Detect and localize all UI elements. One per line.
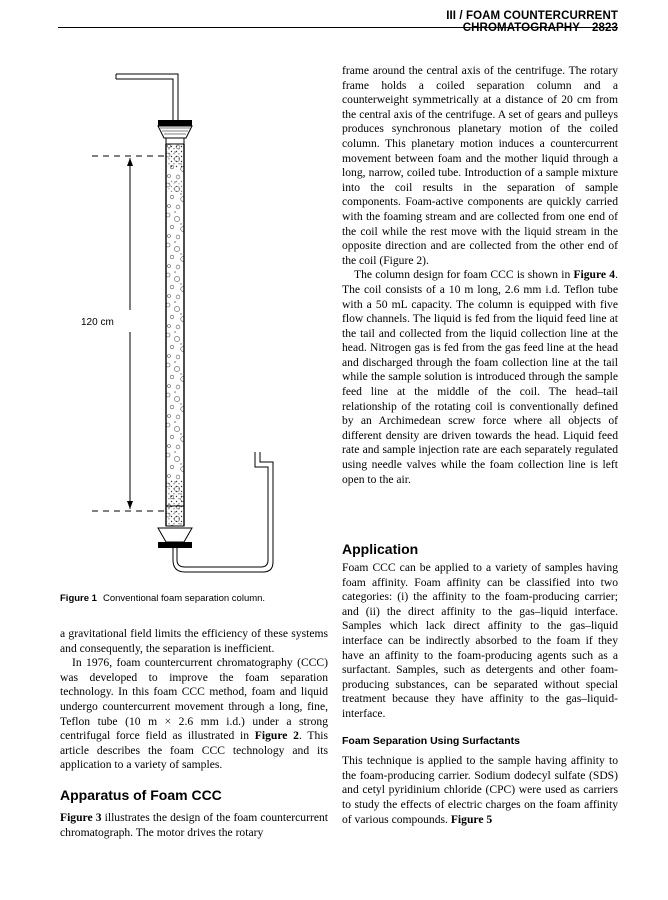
header-rule — [58, 27, 618, 28]
apparatus-heading: Apparatus of Foam CCC — [60, 787, 222, 803]
return-tube — [173, 452, 273, 572]
outlet-tube — [116, 74, 178, 120]
top-cap — [158, 120, 192, 144]
figure-5-ref[interactable]: Figure 5 — [450, 812, 493, 826]
left-paragraph-2-text: In 1976, foam countercurrent chromatography (CCC) was developed to improve the foam separation technology. In this foam CCC method, foam and liquid undergo countercurrent movement through a long, fine, Teflon tube (10 m × 2.6 mm i.d.) under a strong centrifugal force field as illustrated in — [60, 656, 328, 743]
page-number: 2823 — [592, 22, 618, 34]
right-column-text — [342, 64, 618, 487]
left-column-text — [60, 627, 328, 773]
left-paragraph-1: a gravitational field limits the efficiency of these systems and consequently, the separation is inefficient. — [60, 627, 328, 655]
figure-1-caption-text: Conventional foam separation column. — [102, 593, 266, 604]
application-heading: Application — [342, 541, 419, 557]
apparatus-paragraph — [60, 811, 328, 840]
figure-4-ref[interactable]: Figure 4 — [573, 268, 616, 282]
running-head — [300, 10, 618, 34]
right-paragraph-2-start: The column design for foam CCC is shown in — [354, 268, 574, 282]
application-section — [342, 561, 618, 827]
surfactant-heading: Foam Separation Using Surfactants — [342, 734, 520, 747]
right-paragraph-2-rest: . The coil consists of a 10 m long, 2.6 mm i.d. Teflon tube with a 50 mL capacity. The column is equipped with five flow channels. The liquid is fed from the liquid feed line at the tail and collected from the liquid collection line at the head. Nitrogen gas is fed from the gas feed line at the head and discharged through the foam collection line at the tail while the sample solution is introduced through the sample feed line at the middle of the coil. The head–tail relationship of the rotating coil is conventionally defined by an Archimedean screw force where all objects of different density are driven towards the head. Liquid feed rate and sample injection rate are each separately regulated using needle valves while the foam collection line is left open to the air. — [342, 268, 618, 486]
left-paragraph-2 — [60, 656, 328, 773]
figure-1-caption — [60, 593, 265, 604]
surfactant-paragraph — [342, 754, 618, 827]
left-paragraph-2-tail: . This article describes the foam CCC technology and its application to a variety of samples. — [60, 729, 328, 772]
figure-3-ref[interactable]: Figure 3 — [60, 811, 102, 824]
figure-2-ref[interactable]: Figure 2 — [254, 729, 299, 743]
dimension-marker — [92, 156, 164, 511]
right-paragraph-2 — [342, 268, 618, 487]
surfactant-text: This technique is applied to the sample having affinity to the foam-producing carrier. Sodium dodecyl sulfate (SDS) and cetyl pyridinium chloride (CPC) were used as carriers to study the effects of electric charges on the foam affinity of various compounds. — [342, 754, 618, 826]
right-paragraph-1: frame around the central axis of the centrifuge. The rotary frame holds a coiled separation column and a counterweight symmetrically at a distance of 20 cm from the central axis of the centrifuge. A set of gears and pulleys produces synchronous planetary motion of the coiled column. This planetary motion induces a countercurrent movement between foam and the mother liquid through a long, narrow, coiled tube. Introduction of a sample mixture into the coil results in the separation of sample components. Foam-active components are quickly carried with the foaming stream and are collected from one end of the coil while the rest move with the liquid stream in the opposite direction and are collected from the other end of the coil (Figure 2). — [342, 64, 618, 267]
figure-1-caption-label: Figure 1 — [60, 593, 97, 604]
application-paragraph: Foam CCC can be applied to a variety of samples having foam affinity. Foam affinity can be classified into two categories: (i) the affinity to the foam-producing carrier; and (ii) the direct affinity to the gas–liquid interface. Samples which lack direct affinity to the gas–liquid interface can be indirectly absorbed to the foam if they have an affinity to the foam-producing agents such as a surfactant. Samples, such as detergents and other foam-producing substances, can be separated without special treatment because they have affinity to the gas–liquid-interface. — [342, 561, 618, 720]
apparatus-text: illustrates the design of the foam countercurrent chromatograph. The motor drives the rotary — [60, 811, 328, 839]
dimension-label: 120 cm — [81, 317, 114, 328]
column-body — [166, 144, 184, 526]
running-title: III / FOAM COUNTERCURRENT CHROMATOGRAPHY — [446, 10, 618, 34]
